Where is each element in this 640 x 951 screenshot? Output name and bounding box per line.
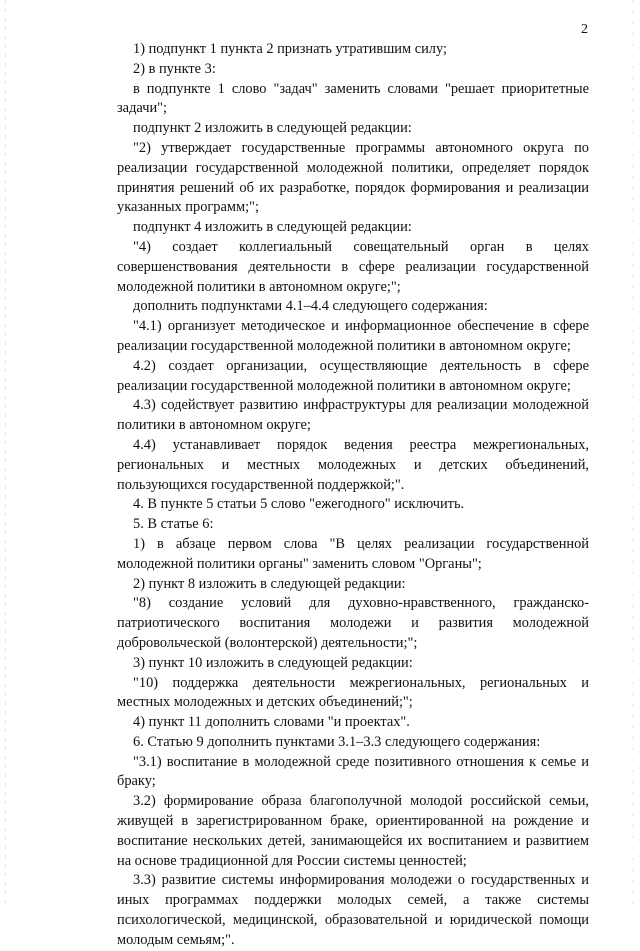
paragraph: "4.1) организует методическое и информационное обеспечение в сфере реализации государственной молодежной политики в автономном округе; [117,318,589,354]
paragraph: 4.3) содействует развитию инфраструктуры для реализации молодежной политики в автономном округе; [117,397,589,434]
paragraph: 3.2) формирование образа благополучной молодой российской семьи, живущей в зарегистрированном браке, ориентированной на рождение и воспитание нескольких детей, занимающейся их воспитанием и развитием на основе традиционной для России системы ценностей; [117,793,589,869]
paragraph: 4.4) устанавливает порядок ведения реестра межрегиональных, региональных и местных молодежных и детских объединений, пользующихся государственной поддержкой;". [117,436,589,493]
page-number: 2 [581,22,588,37]
paragraph: 2) пункт 8 изложить в следующей редакции: [133,575,406,592]
paragraph: 1) в абзаце первом слова "В целях реализации государственной молодежной политики органы" заменить словом "Органы"; [117,535,589,572]
paragraph: 5. В статье 6: [133,516,214,533]
paragraph: подпункт 4 изложить в следующей редакции: [133,219,412,236]
paragraph: "10) поддержка деятельности межрегиональных, региональных и местных молодежных и детских объединений;"; [117,674,589,711]
paragraph: 3.3) развитие системы информирования молодежи о государственных и иных программах поддержки молодых семей, а также системы психологической, медицинской, образовательной и юридической помощи молодым семьям;". [117,872,589,948]
paragraph: "4) создает коллегиальный совещательный орган в целях совершенствования деятельности в сфере реализации государственной молодежной политики в автономном округе;"; [117,238,589,295]
paragraph: 1) подпункт 1 пункта 2 признать утратившим силу; [133,41,447,57]
paragraph: "8) создание условий для духовно-нравственного, гражданско-патриотического воспитания молодежи и развития молодежной добровольческой (волонтерской) деятельности;"; [117,595,589,651]
paragraph: подпункт 2 изложить в следующей редакции: [133,120,412,137]
paragraph: "2) утверждает государственные программы автономного округа по реализации государственной молодежной политики, определяет порядок принятия решений об их разработке, порядок формирования и реализации указанных программ;"; [117,139,589,216]
paragraph: 4) пункт 11 дополнить словами "и проектах". [133,714,410,731]
document-body [117,40,589,951]
paragraph: "3.1) воспитание в молодежной среде позитивного отношения к семье и браку; [117,753,589,790]
paragraph: 4. В пункте 5 статьи 5 слово "ежегодного" исключить. [133,496,465,513]
paragraph: в подпункте 1 слово "задач" заменить словами "решает приоритетные задачи"; [117,80,589,117]
paragraph: 3) пункт 10 изложить в следующей редакции: [133,654,413,671]
paragraph: 2) в пункте 3: [133,60,216,77]
paragraph: дополнить подпунктами 4.1–4.4 следующего содержания: [133,298,488,315]
scan-edge-right [632,0,633,905]
paragraph: 6. Статью 9 дополнить пунктами 3.1–3.3 следующего содержания: [133,733,541,750]
paragraph: 4.2) создает организации, осуществляющие деятельность в сфере реализации государственной молодежной политики в автономном округе; [117,357,589,394]
scan-edge-left [5,0,6,905]
